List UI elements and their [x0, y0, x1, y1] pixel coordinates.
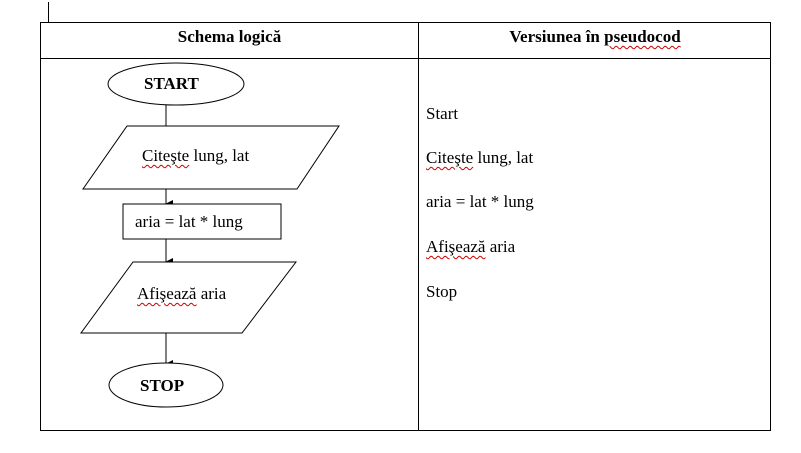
spellcheck-word: Citeşte — [142, 146, 190, 165]
print-label: Afişează aria — [137, 284, 227, 303]
spellcheck-word: Afişează — [426, 237, 486, 256]
read-label: Citeşte lung, lat — [142, 146, 250, 165]
pseudocode-line-print: Afişează aria — [426, 237, 516, 256]
spellcheck-word: Afişează — [137, 284, 197, 303]
pseudocode-line-read: Citeşte lung, lat — [426, 148, 534, 167]
pseudocode-line-start: Start — [426, 104, 459, 123]
header-schema-logica: Schema logică — [177, 27, 282, 46]
spellcheck-word: pseudocod — [604, 27, 681, 46]
stop-label: STOP — [140, 376, 185, 395]
pseudocode-line-stop: Stop — [426, 282, 458, 301]
pseudocode-line-assign: aria = lat * lung — [426, 192, 534, 211]
assign-label: aria = lat * lung — [135, 212, 243, 231]
header-versiunea-pseudocod: Versiunea în pseudocod — [509, 27, 681, 46]
start-label: START — [144, 74, 199, 93]
spellcheck-word: Citeşte — [426, 148, 474, 167]
